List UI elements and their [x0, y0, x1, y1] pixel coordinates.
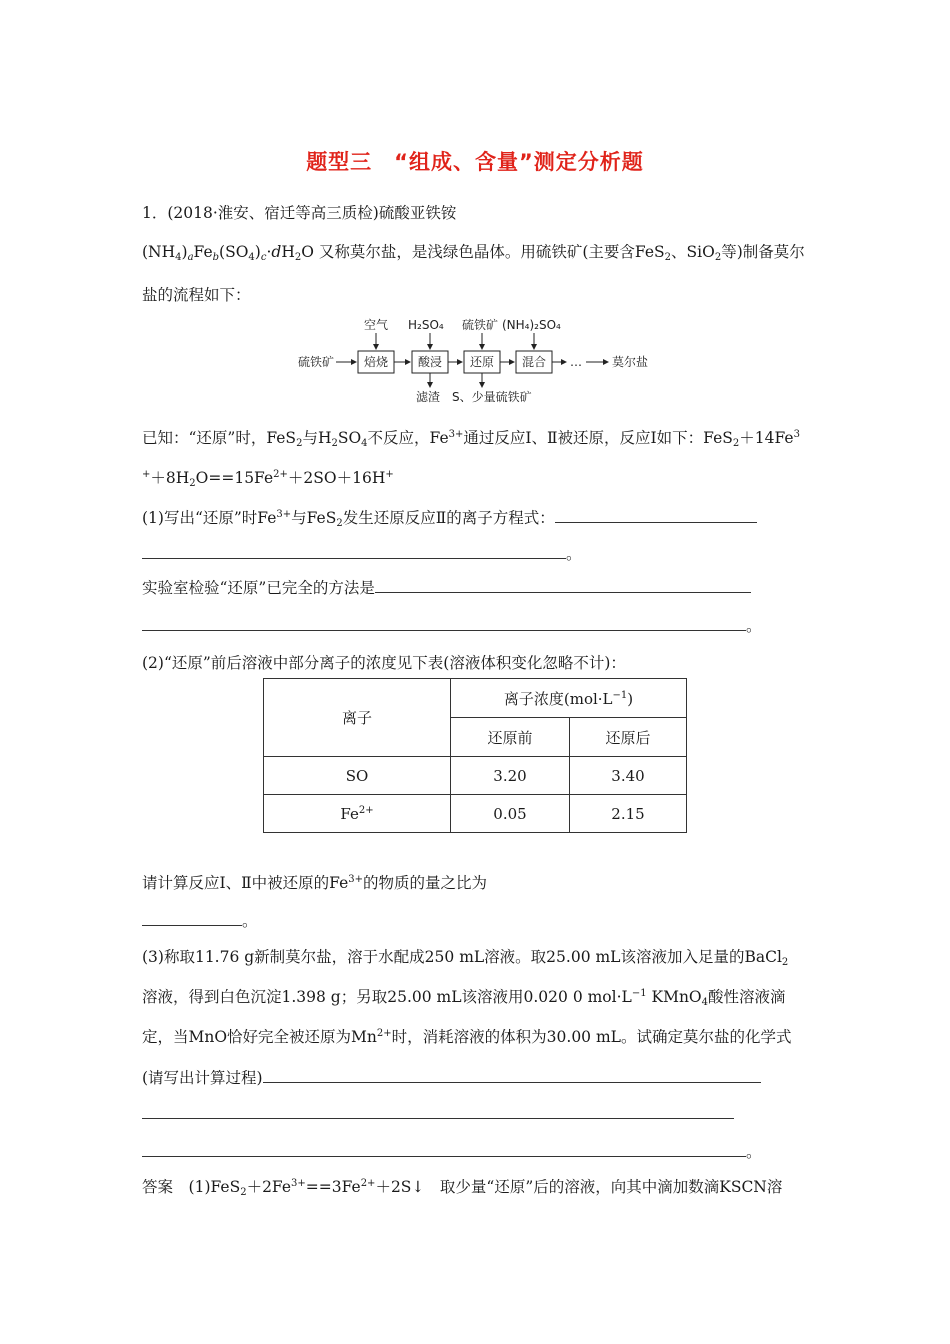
part-1-check-question: 实验室检验“还原”已完全的方法是: [142, 576, 751, 598]
table-header-concentration: 离子浓度$(mol\cdot L^{-1})$: [451, 679, 687, 718]
flow-output-residue: 滤渣: [416, 390, 441, 404]
table-cell-after: 3.40: [570, 757, 687, 795]
flow-input-ammonium-sulfate: (NH₄)₂SO₄: [502, 318, 561, 332]
table-header-before: 还原前: [451, 718, 570, 757]
part-1-check-blank-line: 。: [142, 614, 762, 636]
known-line-2: $^++8H_2O==15Fe^{2+}+2SO+16H^+$: [142, 469, 394, 489]
flow-input-air: 空气: [364, 318, 389, 332]
flow-dots: …: [570, 355, 582, 369]
table-header-after: 还原后: [570, 718, 687, 757]
answer-blank[interactable]: [142, 616, 746, 631]
flow-end-label: 莫尔盐: [612, 355, 649, 369]
table-cell-after: 2.15: [570, 795, 687, 833]
flow-start-label: 硫铁矿: [298, 355, 335, 369]
part-2-intro: (2)“还原”前后溶液中部分离子的浓度见下表(溶液体积变化忽略不计)：: [142, 654, 626, 672]
answer-blank[interactable]: [142, 1142, 746, 1157]
flow-box-mix: 混合: [522, 355, 547, 369]
answer-blank[interactable]: [263, 1068, 761, 1083]
ion-concentration-table: [263, 678, 687, 833]
table-cell-before: 0.05: [451, 795, 570, 833]
table-cell-ion: SO: [264, 757, 451, 795]
part-3-line-2: 溶液，得到白色沉淀1.398 g；另取25.00 mL该溶液用0.020 0 $mol\cdot L^{-1}$ KMnO$_4$酸性溶液滴: [142, 988, 786, 1008]
answer-blank[interactable]: [142, 911, 242, 926]
answer-blank[interactable]: [142, 544, 566, 559]
flow-box-roast: 焙烧: [364, 355, 389, 369]
flow-box-acid-leach: 酸浸: [418, 355, 443, 369]
question-1-line-3: 盐的流程如下：: [142, 286, 251, 304]
flow-output-sulfur: S、少量硫铁矿: [452, 390, 532, 404]
question-1-header: 1．(2018·淮安、宿迁等高三质检)硫酸亚铁铵: [142, 204, 457, 222]
answer-blank[interactable]: [555, 508, 757, 523]
part-3-blank-line-1: [142, 1104, 734, 1123]
table-row: [264, 795, 687, 833]
process-flow-diagram: [290, 315, 670, 405]
table-cell-before: 3.20: [451, 757, 570, 795]
part-2-question: 请计算反应Ⅰ、Ⅱ中被还原的$Fe^{3+}$的物质的量之比为: [142, 874, 488, 892]
flow-box-reduce: 还原: [470, 355, 495, 369]
part-2-blank-line: 。: [142, 909, 258, 931]
table-header-ion: 离子: [264, 679, 451, 757]
part-1-question: (1)写出“还原”时$Fe^{3+}$与FeS$_2$发生还原反应Ⅱ的离子方程式：: [142, 506, 757, 528]
flow-input-pyrite: 硫铁矿: [462, 318, 499, 332]
question-1-formula-line: $(NH_4)_aFe_b(SO_4)_c\cdot dH_2O$ 又称莫尔盐，是浅绿色晶体。用硫铁矿(主要含FeS$_2$、SiO$_2$等)制备莫尔: [142, 243, 805, 263]
table-cell-ion: $Fe^{2+}$: [264, 795, 451, 833]
answer-blank[interactable]: [142, 1104, 734, 1119]
answer-blank[interactable]: [375, 578, 751, 593]
part-1-blank-line: 。: [142, 542, 582, 564]
known-line-1: 已知：“还原”时，FeS$_2$与$H_2SO_4$不反应，$Fe^{3+}$通过反应Ⅰ、Ⅱ被还原，反应Ⅰ如下：$FeS_2+14Fe^3$: [142, 429, 800, 449]
answer-line: 答案 $(1)FeS_2+2Fe^{3+}==3Fe^{2+}+2S↓$ 取少量“还原”后的溶液，向其中滴加数滴KSCN溶: [142, 1178, 783, 1198]
part-3-line-3: 定，当MnO恰好完全被还原为$Mn^{2+}$时，消耗溶液的体积为30.00 mL。试确定莫尔盐的化学式: [142, 1028, 792, 1046]
part-3-line-1: (3)称取11.76 g新制莫尔盐，溶于水配成250 mL溶液。取25.00 mL该溶液加入足量的BaCl$_2$: [142, 948, 789, 968]
page-title: 题型三 “组成、含量”测定分析题: [306, 150, 644, 174]
table-row: [264, 757, 687, 795]
part-3-line-4: (请写出计算过程): [142, 1066, 761, 1088]
part-3-blank-line-2: 。: [142, 1140, 762, 1162]
flow-input-h2so4: H₂SO₄: [408, 318, 444, 332]
